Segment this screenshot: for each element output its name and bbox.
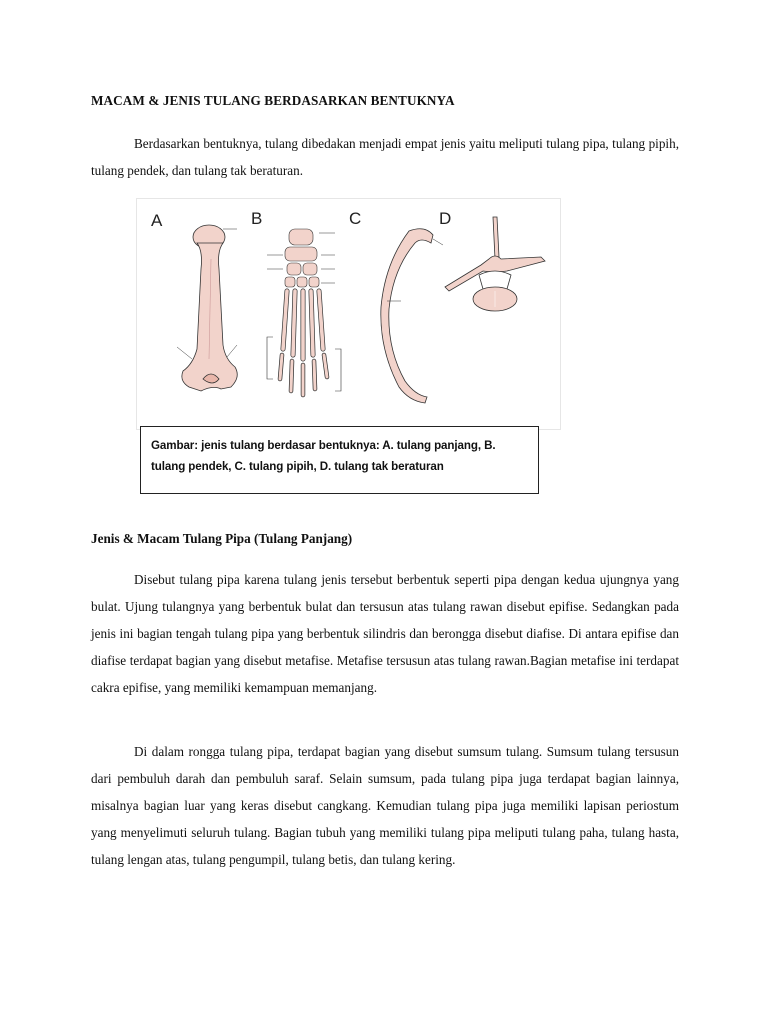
page-heading: MACAM & JENIS TULANG BERDASARKAN BENTUKNYA: [91, 93, 455, 108]
irregular-bone-illustration: [445, 217, 545, 311]
figure-caption-box: [140, 426, 539, 494]
figure-label-c: C: [349, 209, 362, 228]
figure-label-d: D: [439, 209, 452, 228]
section-heading: Jenis & Macam Tulang Pipa (Tulang Panjang): [91, 531, 353, 546]
bone-types-figure: [136, 198, 561, 430]
figure-caption: Gambar: jenis tulang berdasar bentuknya: A. tulang panjang, B. tulang pendek, C. tulang pipih, D. tulang tak beraturan: [151, 439, 496, 473]
paragraph-1: Disebut tulang pipa karena tulang jenis tersebut berbentuk seperti pipa dengan kedua ujungnya yang bulat. Ujung tulangnya yang berbentuk bulat dan tersusun atas tulang rawan disebut epifise. Sedangkan pada jenis ini bagian tengah tulang pipa yang berbentuk silindris dan berongga disebut diafise. Di antara epifise dan diafise terdapat bagian yang disebut metafise. Metafise tersusun atas tulang rawan.Bagian metafise ini terdapat cakra epifise, yang memiliki kemampuan memanjang.: [91, 572, 679, 695]
intro-paragraph: Berdasarkan bentuknya, tulang dibedakan menjadi empat jenis yaitu meliputi tulang pipa, tulang pipih, tulang pendek, dan tulang tak beraturan.: [91, 136, 679, 178]
paragraph-2: Di dalam rongga tulang pipa, terdapat bagian yang disebut sumsum tulang. Sumsum tulang tersusun dari pembuluh darah dan pembuluh saraf. Selain sumsum, pada tulang pipa juga terdapat bagian lainnya, misalnya bagian luar yang keras disebut cangkang. Kemudian tulang pipa juga memiliki lapisan periostum yang menyelimuti seluruh tulang. Bagian tubuh yang memiliki tulang pipa meliputi tulang paha, tulang hasta, tulang lengan atas, tulang pengumpil, tulang betis, dan tulang kering.: [91, 744, 679, 867]
short-bone-illustration: [267, 229, 341, 395]
flat-bone-illustration: [381, 229, 443, 403]
bone-illustrations: [137, 199, 560, 429]
long-bone-illustration: [177, 225, 237, 391]
figure-label-a: A: [151, 211, 163, 230]
figure-label-b: B: [251, 209, 263, 228]
